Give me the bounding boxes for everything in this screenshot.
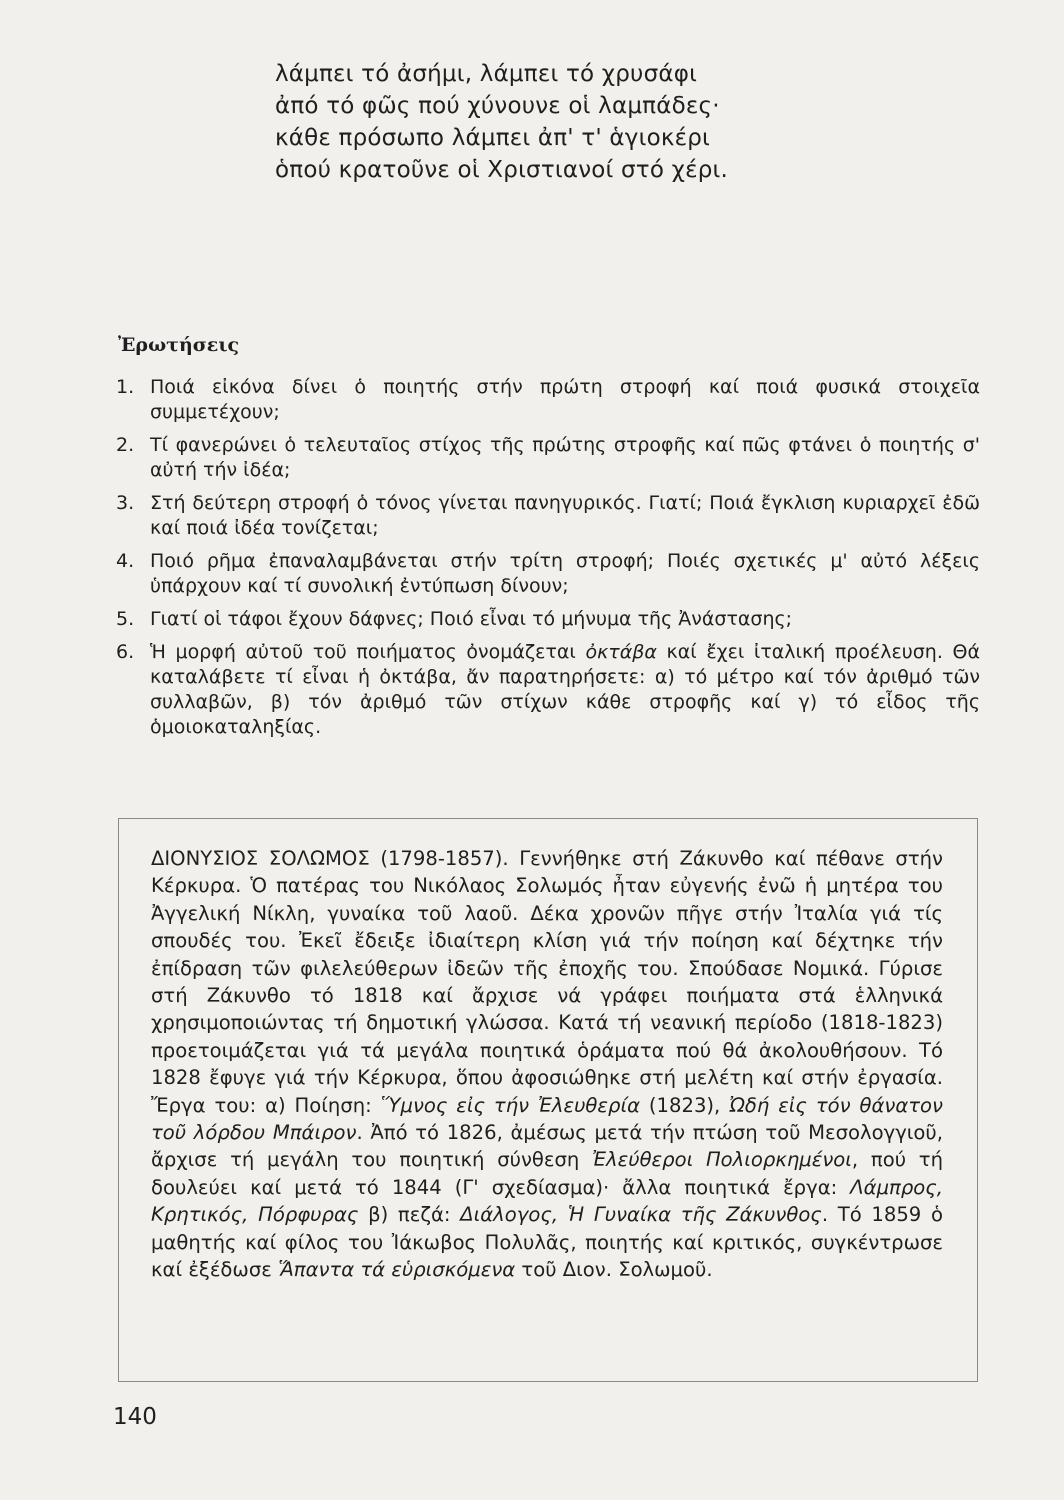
questions-list	[116, 375, 980, 748]
question-text	[150, 640, 980, 740]
bio-text-part: . Τό 1859 ὁ μαθητής καί φίλος του Ἰάκωβος Πολυλᾶς, ποιητής καί κριτικός, συγκέντρωσε καί ἐξέδωσε	[151, 1203, 943, 1282]
question-number: 1.	[116, 376, 135, 398]
question-number: 4.	[116, 550, 135, 572]
bio-text-part: β) πεζά:	[358, 1203, 461, 1227]
bio-text-part: (1823),	[640, 1093, 730, 1117]
question-item	[116, 433, 980, 483]
poem-line: κάθε πρόσωπο λάμπει ἀπ' τ' ἁγιοκέρι	[275, 125, 711, 151]
bio-text-part: ΔΙΟΝΥΣΙΟΣ ΣΟΛΩΜΟΣ (1798-1857). Γεννήθηκε στή Ζάκυνθο καί πέθανε στήν Κέρκυρα. Ὁ πατέρας του Νικόλαος Σολωμός ἦταν εὐγενής ἐνῶ ἡ μητέρα του Ἀγγελική Νίκλη, γυναίκα τοῦ λαοῦ. Δέκα χρονῶν πῆγε στήν Ἰταλία γιά τίς σπουδές του. Ἐκεῖ ἔδειξε ἰδιαίτερη κλίση γιά τήν ποίηση καί δέχτηκε τήν ἐπίδραση τῶν φιλελεύθερων ἰδεῶν τῆς ἐποχῆς του. Σπούδασε Νομικά. Γύρισε στή Ζάκυνθο τό 1818 καί ἄρχισε νά γράφει ποιήματα στά ἑλληνικά χρησιμοποιώντας τή δημοτική γλώσσα. Κατά τή νεανική περίοδο (1818-1823) προετοιμάζεται γιά τά μεγάλα ποιητικά ὁράματα πού θά ἀκολουθήσουν. Τό 1828 ἔφυγε γιά τήν Κέρκυρα, ὅπου ἀφοσιώθηκε στή μελέτη καί στήν ἐργασία. Ἔργα του: α) Ποίηση:	[151, 847, 943, 1117]
question-number: 5.	[116, 608, 135, 630]
biography-text	[151, 845, 943, 1284]
question-item	[116, 491, 980, 541]
poem-line: ὁπού κρατοῦνε οἱ Χριστιανοί στό χέρι.	[275, 157, 729, 183]
question-number: 3.	[116, 492, 135, 514]
biography-box	[118, 818, 978, 1382]
page-number: 140	[113, 1404, 157, 1430]
bio-text-part: . Ἀπό τό 1826, ἀμέσως μετά τήν πτώση τοῦ Μεσολογγιοῦ, ἄρχισε τή μεγάλη του ποιητική σύνθεση	[151, 1121, 943, 1172]
work-title: Ἅπαντα τά εὑρισκόμενα	[278, 1258, 516, 1282]
work-title: Διάλογος, Ἡ Γυναίκα τῆς Ζάκυνθος	[460, 1203, 822, 1227]
term-octave: ὀκτάβα	[585, 641, 657, 663]
question-item	[116, 549, 980, 599]
work-title: Ὕμνος εἰς τήν Ἐλευθερία	[380, 1093, 640, 1117]
poem-line: λάμπει τό ἀσήμι, λάμπει τό χρυσάφι	[275, 61, 698, 87]
poem-stanza	[275, 58, 835, 186]
poem-line: ἀπό τό φῶς πού χύνουνε οἱ λαμπάδες·	[275, 93, 720, 119]
question-text: Τί φανερώνει ὁ τελευταῖος στίχος τῆς πρώτης στροφῆς καί πῶς φτάνει ὁ ποιητής σ' αὐτή τήν ἰδέα;	[150, 434, 980, 481]
question-text: Ποιό ρῆμα ἐπαναλαμβάνεται στήν τρίτη στροφή; Ποιές σχετικές μ' αὐτό λέξεις ὑπάρχουν καί τί συνολική ἐντύπωση δίνουν;	[150, 550, 980, 597]
work-title: Ἐλεύθεροι Πολιορκημένοι	[592, 1148, 852, 1172]
questions-heading: Ἐρωτήσεις	[118, 334, 240, 356]
work-title: Λάμπρος, Κρητικός, Πόρφυρας	[151, 1175, 943, 1227]
question-text: Ποιά εἰκόνα δίνει ὁ ποιητής στήν πρώτη στροφή καί ποιά φυσικά στοιχεῖα συμμετέχουν;	[150, 376, 980, 423]
question-text-part: Ἡ μορφή αὐτοῦ τοῦ ποιήματος ὀνομάζεται	[150, 641, 586, 663]
work-title: Ὠδή εἰς τόν θάνατον τοῦ λόρδου Μπάιρον	[151, 1093, 943, 1145]
question-item	[116, 375, 980, 425]
question-number: 6.	[116, 641, 135, 663]
question-number: 2.	[116, 434, 135, 456]
question-text: Γιατί οἱ τάφοι ἔχουν δάφνες; Ποιό εἶναι τό μήνυμα τῆς Ἀνάστασης;	[150, 608, 793, 630]
question-text: Στή δεύτερη στροφή ὁ τόνος γίνεται πανηγυρικός. Γιατί; Ποιά ἔγκλιση κυριαρχεῖ ἐδῶ καί ποιά ἰδέα τονίζεται;	[150, 492, 980, 539]
bio-text-part: τοῦ Διον. Σολωμοῦ.	[515, 1258, 713, 1282]
question-item	[116, 607, 980, 632]
question-item	[116, 640, 980, 740]
question-text-part: καί ἔχει ἰταλική προέλευση. Θά καταλάβετε τί εἶναι ἡ ὀκτάβα, ἄν παρατηρήσετε: α) τό μέτρο καί τόν ἀριθμό τῶν συλλαβῶν, β) τόν ἀριθμό τῶν στίχων κάθε στροφῆς καί γ) τό εἶδος τῆς ὁμοιοκαταληξίας.	[150, 641, 980, 738]
bio-text-part: , πού τή δουλεύει καί μετά τό 1844 (Γ' σχεδίασμα)· ἄλλα ποιητικά ἔργα:	[151, 1148, 943, 1199]
